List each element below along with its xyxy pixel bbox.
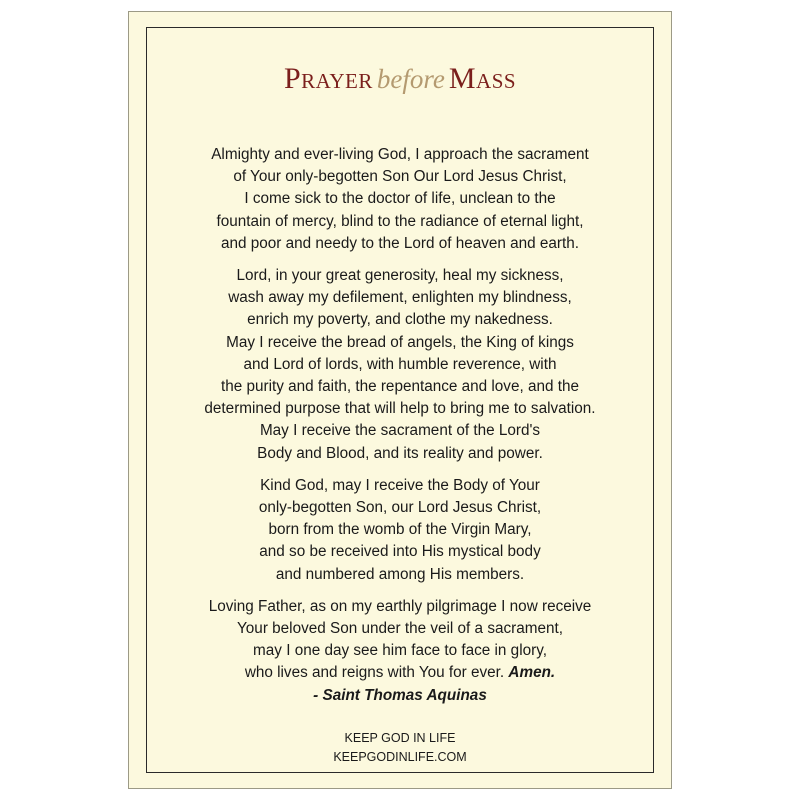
- prayer-line: and numbered among His members.: [275, 565, 525, 583]
- footer-website: KEEPGODINLIFE.COM: [333, 750, 467, 764]
- prayer-line: and poor and needy to the Lord of heaven and earth.: [220, 234, 580, 252]
- prayer-line: wash away my defilement, enlighten my blindness,: [228, 289, 572, 307]
- prayer-line: Almighty and ever-living God, I approach the sacrament: [211, 146, 589, 163]
- prayer-line: born from the womb of the Virgin Mary,: [268, 521, 532, 539]
- prayer-last-line: [129, 662, 671, 684]
- prayer-line: and so be received into His mystical body: [259, 543, 541, 561]
- attribution: - Saint Thomas Aquinas: [313, 686, 487, 704]
- prayer-line: Body and Blood, and its reality and power.: [257, 444, 543, 462]
- prayer-line: Kind God, may I receive the Body of Your: [260, 476, 540, 494]
- footer: [129, 729, 671, 767]
- footer-brand: KEEP GOD IN LIFE: [344, 731, 456, 745]
- prayer-body: [129, 144, 671, 717]
- prayer-line: may I one day see him face to face in glory,: [253, 642, 547, 660]
- title-word-prayer: Prayer: [283, 62, 373, 95]
- prayer-line: of Your only-begotten Son Our Lord Jesus Christ,: [233, 168, 567, 186]
- prayer-line: only-begotten Son, our Lord Jesus Christ,: [258, 499, 542, 517]
- title-word-mass: Mass: [448, 62, 517, 95]
- prayer-card: [128, 11, 672, 789]
- page-title: [129, 64, 671, 94]
- prayer-paragraph-4: [129, 596, 671, 707]
- prayer-line: Lord, in your great generosity, heal my sickness,: [236, 267, 564, 285]
- prayer-line: May I receive the bread of angels, the King of kings: [226, 333, 574, 351]
- prayer-line: determined purpose that will help to bring me to salvation.: [204, 400, 596, 418]
- prayer-line: Your beloved Son under the veil of a sacrament,: [237, 620, 563, 638]
- prayer-paragraph-2: [129, 265, 671, 465]
- prayer-line: and Lord of lords, with humble reverence, with: [243, 355, 557, 373]
- title-word-before: before: [376, 64, 445, 94]
- prayer-line: May I receive the sacrament of the Lord's: [259, 422, 541, 440]
- prayer-line: Loving Father, as on my earthly pilgrimage I now receive: [208, 597, 592, 615]
- amen-text: Amen.: [508, 664, 556, 682]
- prayer-last-line-text: who lives and reigns with You for ever.: [244, 664, 505, 682]
- prayer-paragraph-3: [129, 475, 671, 586]
- prayer-line: the purity and faith, the repentance and love, and the: [220, 378, 580, 396]
- prayer-paragraph-1: [129, 144, 671, 255]
- prayer-line: fountain of mercy, blind to the radiance of eternal light,: [216, 212, 584, 230]
- prayer-line: enrich my poverty, and clothe my nakedness.: [247, 311, 553, 329]
- prayer-line: I come sick to the doctor of life, unclean to the: [244, 190, 556, 208]
